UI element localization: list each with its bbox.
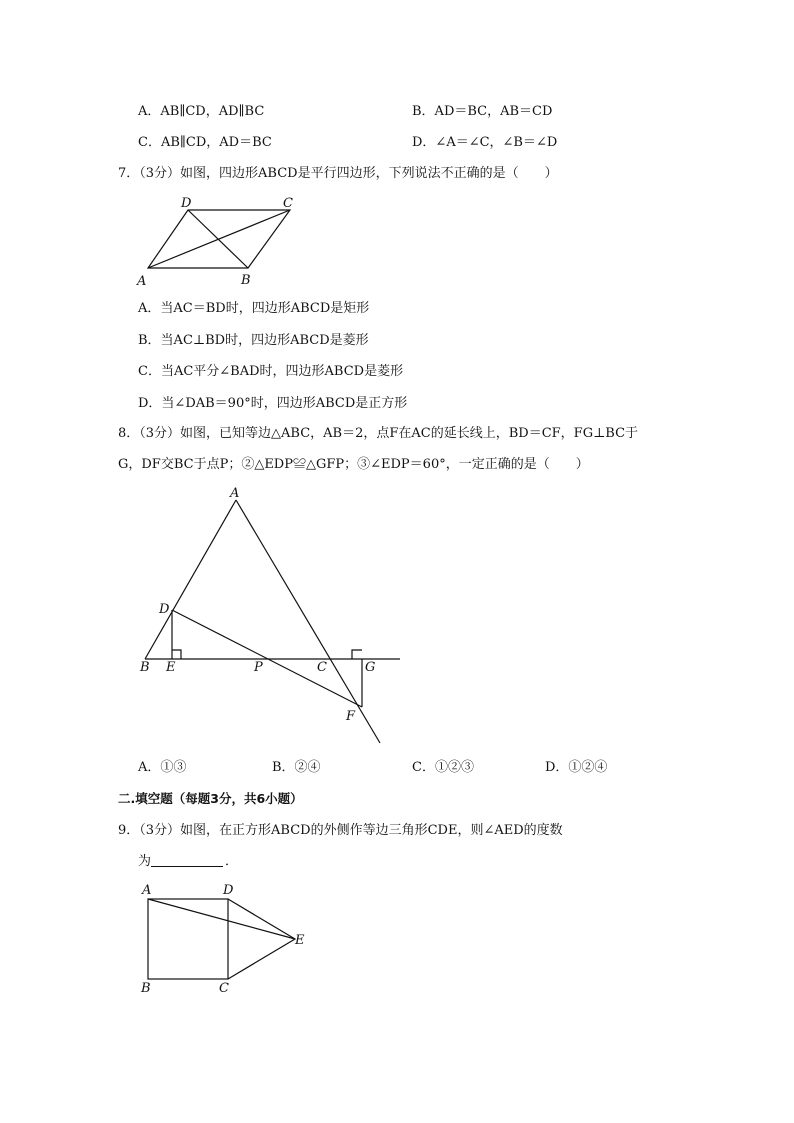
diagonal-bd bbox=[188, 210, 248, 268]
section-fill-in-title: 二.填空题（每题3分，共6小题） bbox=[118, 791, 303, 806]
q8-label-b: B bbox=[140, 660, 150, 675]
q9-stem-prefix: 为 bbox=[138, 854, 152, 869]
q9-stem-line1: 9．（3分）如图，在正方形ABCD的外侧作等边三角形CDE，则∠AED的度数 bbox=[118, 823, 563, 838]
q8-option-c: C．①②③ bbox=[412, 760, 474, 775]
q7-option-b: B．当AC⊥BD时，四边形ABCD是菱形 bbox=[138, 333, 369, 348]
q7-option-d: D．当∠DAB＝90°时，四边形ABCD是正方形 bbox=[138, 396, 408, 411]
q8-stem-line2: G，DF交BC于点P；②△EDP≌△GFP；③∠EDP＝60°，一定正确的是（ ） bbox=[118, 457, 589, 472]
q9-label-a: A bbox=[142, 883, 152, 898]
q9-stem-suffix: ． bbox=[225, 854, 239, 869]
right-angle-e bbox=[172, 650, 181, 659]
square-abcd bbox=[148, 899, 228, 979]
q8-label-g: G bbox=[365, 660, 376, 675]
q8-stem-line1: 8．（3分）如图，已知等边△ABC，AB＝2，点F在AC的延长线上，BD＝CF，FG⊥BC于 bbox=[118, 426, 639, 441]
right-angle-g bbox=[352, 650, 362, 659]
q7-parallelogram-figure bbox=[130, 193, 310, 293]
q9-stem-line2 bbox=[138, 853, 238, 871]
q8-label-d: D bbox=[159, 602, 170, 617]
q6-option-a: A．AB∥CD，AD∥BC bbox=[138, 104, 265, 119]
q8-label-p: P bbox=[254, 660, 263, 675]
q9-label-d: D bbox=[223, 883, 234, 898]
q9-square-triangle-figure bbox=[130, 880, 330, 1000]
q6-option-c: C．AB∥CD，AD＝BC bbox=[138, 135, 272, 150]
q7-stem: 7．（3分）如图，四边形ABCD是平行四边形，下列说法不正确的是（ ） bbox=[118, 166, 558, 181]
q8-label-a: A bbox=[230, 486, 240, 501]
q8-label-c: C bbox=[317, 660, 327, 675]
q9-label-c: C bbox=[219, 981, 229, 996]
q7-label-c: C bbox=[283, 196, 293, 211]
triangle-cde bbox=[228, 899, 295, 979]
q7-option-c: C．当AC平分∠BAD时，四边形ABCD是菱形 bbox=[138, 364, 404, 379]
q7-label-d: D bbox=[181, 196, 192, 211]
q8-triangle-figure bbox=[130, 480, 410, 750]
q7-label-a: A bbox=[137, 274, 147, 289]
q9-label-e: E bbox=[295, 933, 305, 948]
q8-option-b: B．②④ bbox=[272, 760, 321, 775]
q9-answer-blank[interactable] bbox=[151, 853, 223, 867]
q8-option-a: A．①③ bbox=[138, 760, 187, 775]
line-af-extended bbox=[236, 500, 380, 743]
q6-option-b: B．AD＝BC，AB＝CD bbox=[412, 104, 553, 119]
q6-option-d: D．∠A＝∠C，∠B＝∠D bbox=[412, 135, 558, 150]
q8-label-f: F bbox=[346, 709, 356, 724]
q8-label-e: E bbox=[166, 660, 176, 675]
q7-option-a: A．当AC＝BD时，四边形ABCD是矩形 bbox=[138, 301, 370, 316]
q9-label-b: B bbox=[141, 981, 151, 996]
q7-label-b: B bbox=[241, 273, 251, 288]
segment-ae bbox=[148, 899, 295, 939]
q8-option-d: D．①②④ bbox=[545, 760, 608, 775]
